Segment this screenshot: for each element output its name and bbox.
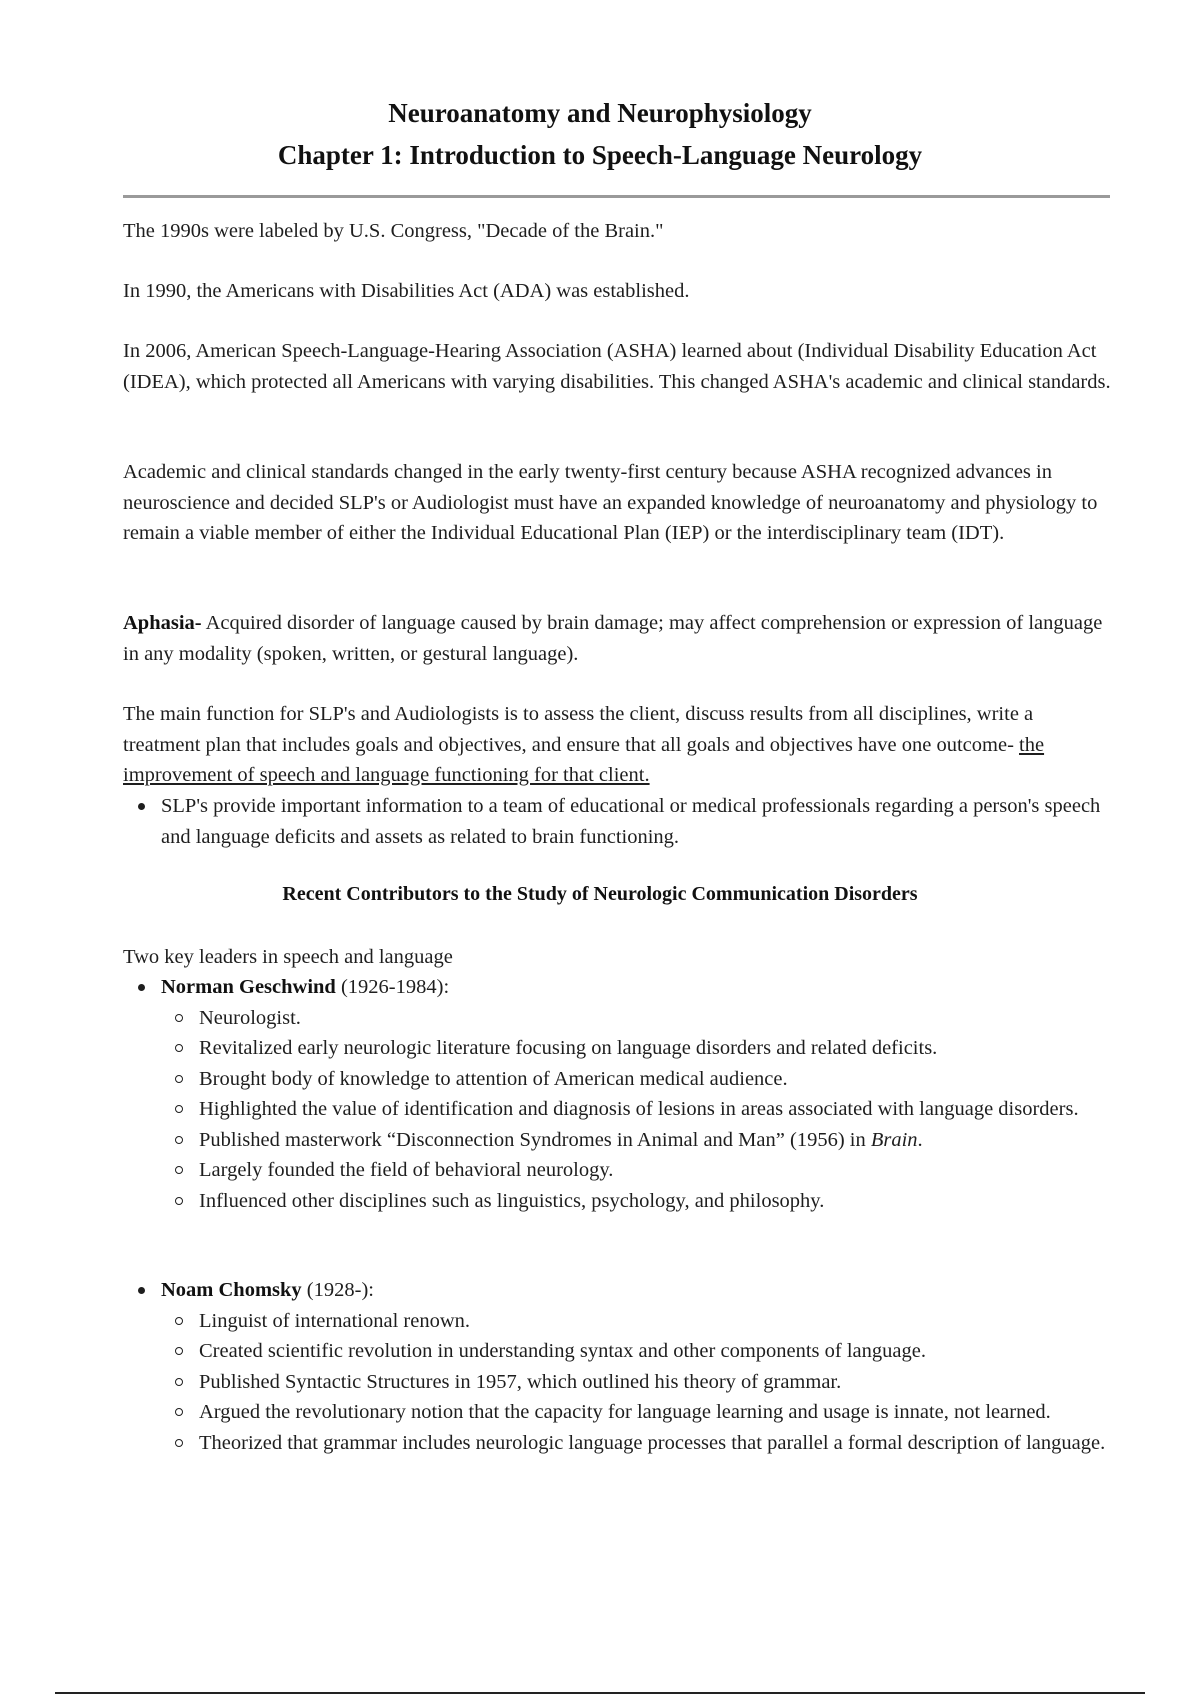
list-item: SLP's provide important information to a team of educational or medical professionals regarding a person's speech and language deficits and assets as related to brain functioning. bbox=[123, 791, 1113, 852]
geschwind-list bbox=[123, 972, 1113, 1216]
published-text: Published masterwork “Disconnection Syndromes in Animal and Man” (1956) in bbox=[199, 1128, 871, 1151]
chomsky-sublist bbox=[161, 1306, 1113, 1459]
paragraph-idea: In 2006, American Speech-Language-Hearing Association (ASHA) learned about (Individual Disability Education Act (IDEA), which protected all Americans with varying disabilities. This changed ASHA's academic and clinical standards. bbox=[123, 340, 1111, 393]
list-item: Revitalized early neurologic literature focusing on language disorders and related deficits. bbox=[161, 1033, 1113, 1064]
paragraph-decade-of-brain: The 1990s were labeled by U.S. Congress, "Decade of the Brain." bbox=[123, 220, 664, 242]
title-divider bbox=[123, 195, 1110, 198]
list-item: Published Syntactic Structures in 1957, which outlined his theory of grammar. bbox=[161, 1367, 1113, 1398]
list-item: Brought body of knowledge to attention of American medical audience. bbox=[161, 1064, 1113, 1095]
chomsky-dates: (1928-): bbox=[301, 1279, 374, 1301]
geschwind-dates: (1926-1984): bbox=[335, 976, 450, 998]
paragraph-standards: Academic and clinical standards changed in the early twenty-first century because ASHA recognized advances in neuroscience and decided SLP's or Audiologist must have an expanded knowledge of neuroanatomy and physiology to remain a viable member of either the Individual Educational Plan (IEP) or the interdisciplinary team (IDT). bbox=[123, 461, 1098, 544]
chapter-title: Chapter 1: Introduction to Speech-Language Neurology bbox=[277, 140, 923, 170]
list-item: Influenced other disciplines such as linguistics, psychology, and philosophy. bbox=[161, 1186, 1113, 1217]
list-item: Theorized that grammar includes neurologic language processes that parallel a formal description of language. bbox=[161, 1428, 1113, 1459]
aphasia-definition: Acquired disorder of language caused by brain damage; may affect comprehension or expression of language in any modality (spoken, written, or gestural language). bbox=[123, 612, 1103, 665]
list-item: Argued the revolutionary notion that the capacity for language learning and usage is innate, not learned. bbox=[161, 1397, 1113, 1428]
list-item bbox=[161, 1125, 1113, 1156]
chomsky-list bbox=[123, 1275, 1113, 1458]
main-function-text: The main function for SLP's and Audiologists is to assess the client, discuss results from all disciplines, write a treatment plan that includes goals and objectives, and ensure that all goals and objectives have one outcome- bbox=[123, 703, 1034, 756]
list-item: Highlighted the value of identification and diagnosis of lesions in areas associated with language disorders. bbox=[161, 1094, 1113, 1125]
aphasia-term: Aphasia- bbox=[123, 612, 202, 634]
paragraph-aphasia bbox=[123, 608, 1113, 669]
slp-bullet-list bbox=[123, 791, 1113, 852]
paragraph-ada: In 1990, the Americans with Disabilities Act (ADA) was established. bbox=[123, 280, 690, 302]
list-item: Linguist of international renown. bbox=[161, 1306, 1113, 1337]
chomsky-name: Noam Chomsky bbox=[161, 1279, 302, 1301]
geschwind-sublist bbox=[161, 1003, 1113, 1217]
document-title: Neuroanatomy and Neurophysiology bbox=[388, 98, 812, 128]
geschwind-name: Norman Geschwind bbox=[161, 976, 336, 998]
published-end: . bbox=[917, 1128, 923, 1151]
list-item: Neurologist. bbox=[161, 1003, 1113, 1034]
chomsky-entry bbox=[123, 1275, 1113, 1458]
list-item: Largely founded the field of behavioral neurology. bbox=[161, 1155, 1113, 1186]
section-heading: Recent Contributors to the Study of Neurologic Communication Disorders bbox=[282, 883, 918, 905]
footer-rule bbox=[55, 1692, 1145, 1694]
geschwind-entry bbox=[123, 972, 1113, 1216]
list-item: Created scientific revolution in understanding syntax and other components of language. bbox=[161, 1336, 1113, 1367]
main-function-underline: the improvement of speech and language functioning for that client. bbox=[123, 733, 1045, 786]
paragraph-main-function bbox=[123, 699, 1113, 791]
contributors-intro: Two key leaders in speech and language bbox=[123, 946, 453, 968]
journal-title: Brain bbox=[870, 1128, 918, 1151]
